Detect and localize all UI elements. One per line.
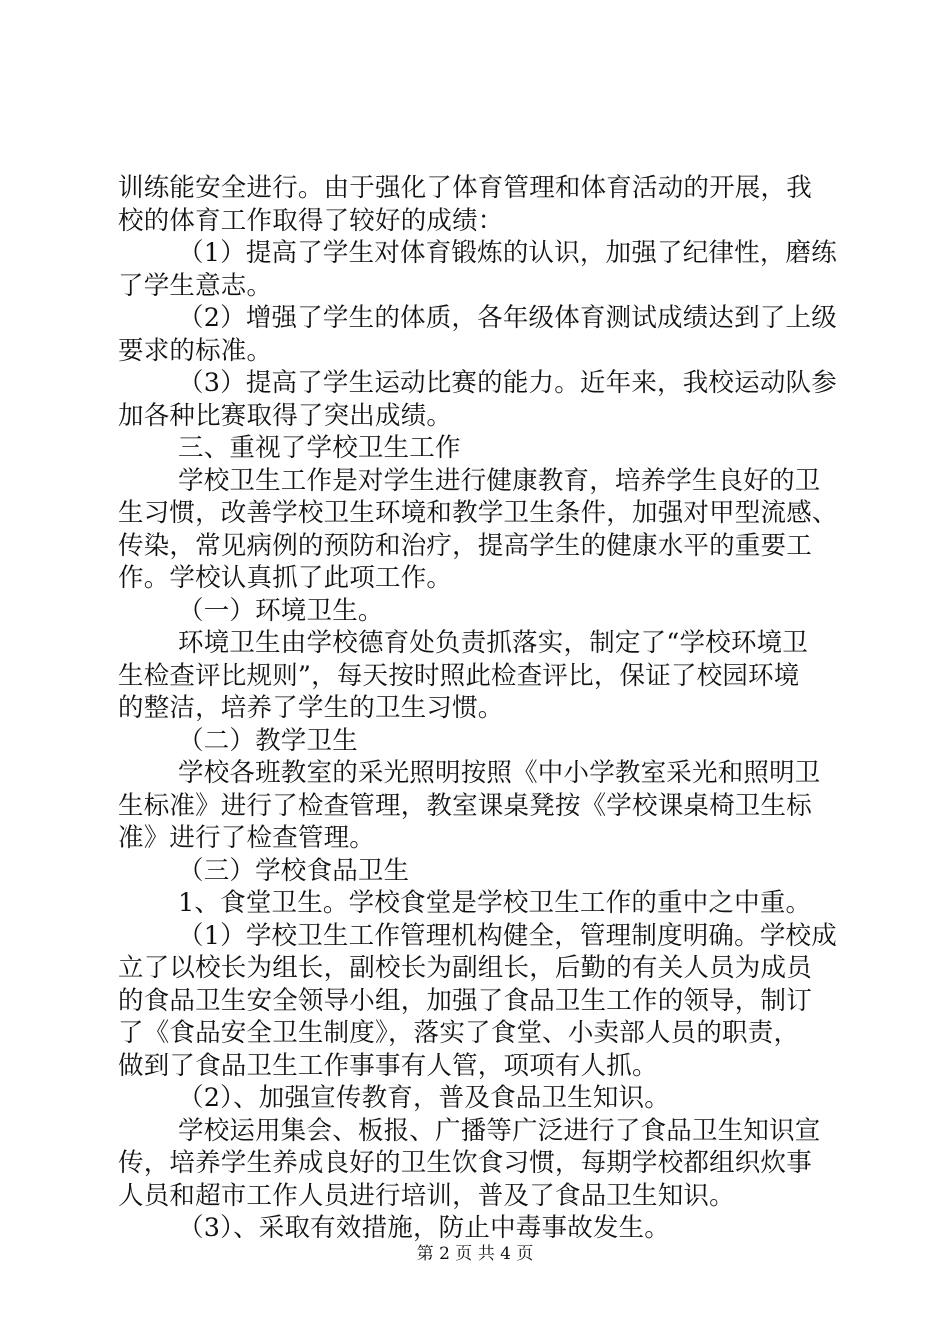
text-line: 生检查评比规则”，每天按时照此检查评比，保证了校园环境 bbox=[118, 660, 800, 691]
text-line: 传，培养学生养成良好的卫生饮食习惯，每期学校都组织炊事 bbox=[118, 1148, 812, 1178]
text-line: （3）、采取有效措施，防止中毒事故发生。 bbox=[178, 1213, 670, 1243]
text-line: 做到了食品卫生工作事事有人管，项项有人抓。 bbox=[118, 1050, 658, 1081]
text-line: 三、重视了学校卫生工作 bbox=[178, 433, 461, 463]
text-line: 学校运用集会、板报、广播等广泛进行了食品卫生知识宣 bbox=[178, 1115, 821, 1146]
text-line: 环境卫生由学校德育处负责抓落实，制定了“学校环境卫 bbox=[178, 628, 809, 658]
text-line: 传染，常见病例的预防和治疗，提高学生的健康水平的重要工 bbox=[118, 530, 812, 561]
text-line: 的整洁，培养了学生的卫生习惯。 bbox=[118, 693, 504, 723]
text-line: 准》进行了检查管理。 bbox=[118, 823, 376, 853]
text-line: 立了以校长为组长，副校长为副组长，后勤的有关人员为成员 bbox=[118, 953, 812, 983]
text-line: 学校各班教室的采光照明按照《中小学教室采光和照明卫 bbox=[178, 758, 821, 788]
text-line: 的食品卫生安全领导小组，加强了食品卫生工作的领导，制订 bbox=[118, 985, 812, 1016]
text-line: （二）教学卫生 bbox=[178, 725, 358, 756]
text-line: 校的体育工作取得了较好的成绩： bbox=[118, 205, 504, 236]
text-line: （3）提高了学生运动比赛的能力。近年来，我校运动队参 bbox=[178, 368, 837, 398]
text-line: （三）学校食品卫生 bbox=[178, 855, 410, 886]
text-line: （1）提高了学生对体育锻炼的认识，加强了纪律性，磨练 bbox=[178, 238, 837, 268]
text-line: （2）增强了学生的体质，各年级体育测试成绩达到了上级 bbox=[178, 303, 837, 333]
text-line: （2）、加强宣传教育，普及食品卫生知识。 bbox=[178, 1083, 670, 1113]
text-line: 生标准》进行了检查管理，教室课桌凳按《学校课桌椅卫生标 bbox=[118, 790, 812, 821]
text-line: 1、食堂卫生。学校食堂是学校卫生工作的重中之中重。 bbox=[178, 888, 812, 918]
text-line: 作。学校认真抓了此项工作。 bbox=[118, 563, 453, 593]
text-line: （1）学校卫生工作管理机构健全，管理制度明确。学校成 bbox=[178, 920, 837, 951]
text-line: 学校卫生工作是对学生进行健康教育，培养学生良好的卫 bbox=[178, 465, 821, 496]
text-line: 加各种比赛取得了突出成绩。 bbox=[118, 400, 453, 431]
text-line: 训练能安全进行。由于强化了体育管理和体育活动的开展，我 bbox=[118, 173, 812, 203]
text-line: 人员和超市工作人员进行培训，普及了食品卫生知识。 bbox=[118, 1180, 735, 1211]
text-line: （一）环境卫生。 bbox=[178, 595, 384, 626]
text-line: 了《食品安全卫生制度》，落实了食堂、小卖部人员的职责， bbox=[118, 1018, 800, 1048]
text-line: 要求的标准。 bbox=[118, 335, 273, 366]
page-footer: 第 2 页 共 4 页 bbox=[416, 1244, 534, 1264]
text-line: 了学生意志。 bbox=[118, 270, 273, 301]
document-body bbox=[118, 172, 838, 1245]
text-line: 生习惯，改善学校卫生环境和教学卫生条件，加强对甲型流感、 bbox=[118, 498, 838, 528]
